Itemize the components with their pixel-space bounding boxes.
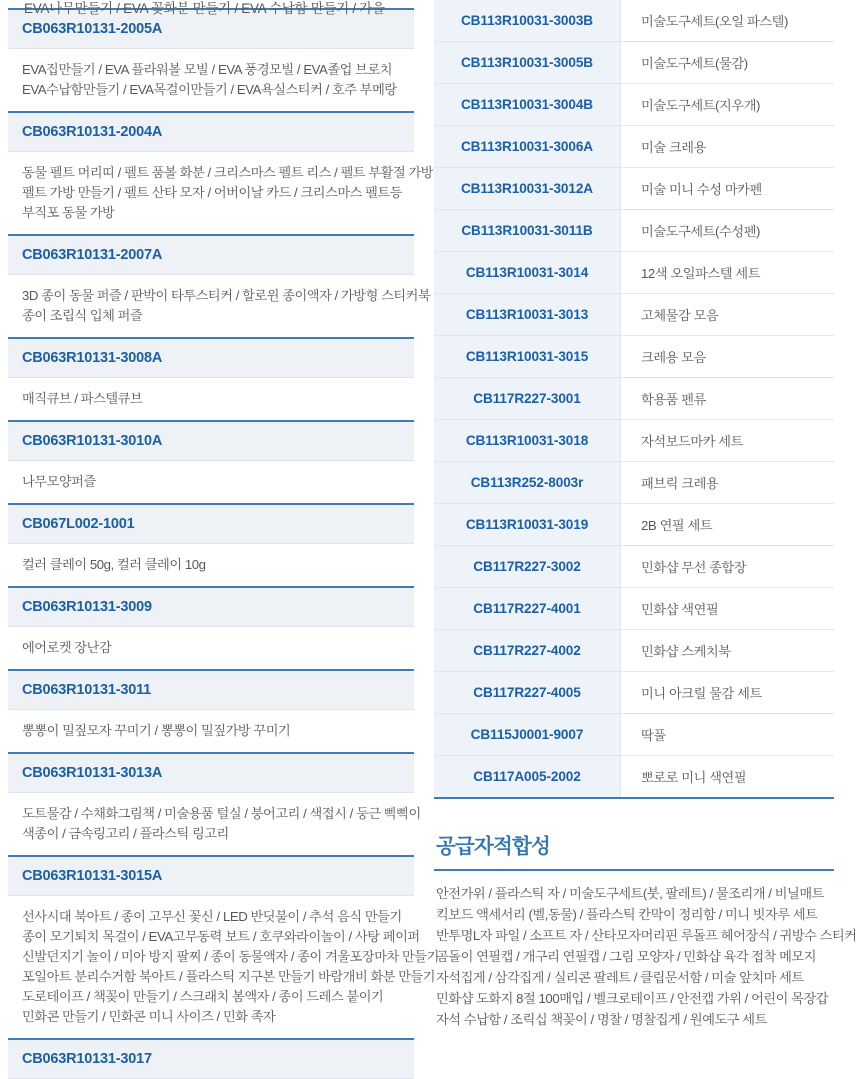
product-name-cell: 미술도구세트(수성펜) xyxy=(641,224,761,239)
certification-code: CB063R10131-3008A xyxy=(22,350,163,366)
table-row xyxy=(434,294,834,336)
product-code-cell: CB117R227-4001 xyxy=(434,588,621,630)
table-row xyxy=(434,42,834,84)
certification-items xyxy=(8,461,414,504)
certification-code: CB063R10131-2005A xyxy=(22,21,163,37)
certification-item-line: 부직포 동물 가방 xyxy=(22,205,115,220)
product-code-table xyxy=(434,0,834,799)
product-name-cell: 12색 오일파스텔 세트 xyxy=(641,266,761,281)
section-divider xyxy=(434,869,834,871)
certification-items xyxy=(8,627,414,670)
product-name-cell: 미술도구세트(지우개) xyxy=(641,98,761,113)
product-name-cell: 민화샵 색연필 xyxy=(641,602,719,617)
certification-items-row xyxy=(8,627,414,670)
certification-code: CB067L002-1001 xyxy=(22,516,135,532)
product-code-cell: CB117A005-2002 xyxy=(434,756,621,799)
certification-items-row xyxy=(8,896,414,1039)
certification-item-line: 도로테이프 / 책꽂이 만들기 / 스크래치 봄액자 / 종이 드레스 붙이기 xyxy=(22,989,384,1004)
table-row xyxy=(434,168,834,210)
certification-code: CB063R10131-2007A xyxy=(22,247,163,263)
certification-items xyxy=(8,275,431,338)
product-code-cell: CB115J0001-9007 xyxy=(434,714,621,756)
certification-item-line: 나무모양퍼즐 xyxy=(22,474,96,489)
certification-items xyxy=(8,710,414,753)
certification-item-line: 펠트 가방 만들기 / 펠트 산타 모자 / 어버이날 카드 / 크리스마스 펠트등 xyxy=(22,185,403,200)
certification-item-line: 동물 펠트 머리띠 / 펠트 품볼 화분 / 크리스마스 펠트 리스 / 펠트 부활절 가방 xyxy=(22,165,434,180)
table-row xyxy=(434,672,834,714)
certification-block xyxy=(8,111,434,234)
product-code-cell: CB113R10031-3011B xyxy=(434,210,621,252)
certification-code: CB063R10131-3010A xyxy=(22,433,163,449)
table-row xyxy=(434,336,834,378)
clipped-top-line: EVA나무만들기 / EVA 꽃화분 만들기 / EVA 수납함 만들기 / 가을 xyxy=(24,1,385,16)
product-name-cell: 학용품 펜류 xyxy=(641,392,706,407)
product-code-cell: CB113R10031-3004B xyxy=(434,84,621,126)
certification-item-line: 컬러 클레이 50g, 컬러 클레이 10g xyxy=(22,557,206,572)
certification-item-line: 3D 종이 동물 퍼즐 / 판박이 타투스티커 / 할로윈 종이액자 / 가방형 스티커북 xyxy=(22,288,431,303)
table-row xyxy=(434,84,834,126)
certification-code: CB063R10131-3013A xyxy=(22,765,163,781)
table-row xyxy=(434,630,834,672)
certification-items-row xyxy=(8,49,414,112)
product-name-cell: 패브릭 크레용 xyxy=(641,476,719,491)
certification-items xyxy=(8,152,434,235)
certification-items-row xyxy=(8,544,414,587)
certification-code-row xyxy=(8,112,414,152)
certification-code-row xyxy=(8,235,414,275)
product-name-cell: 미술도구세트(오일 파스텔) xyxy=(641,14,788,29)
supplier-conformity-line: 민화샵 도화지 8절 100매입 / 벨크로테이프 / 안전캡 가위 / 어린이 목장갑 xyxy=(436,991,829,1006)
certification-code-row xyxy=(8,504,414,544)
product-name-cell: 민화샵 무선 종합장 xyxy=(641,560,747,575)
product-code-cell: CB113R10031-3003B xyxy=(434,0,621,42)
certification-items-row xyxy=(8,378,414,421)
supplier-conformity-line: 자석 수납함 / 조릭십 책꽂이 / 명찰 / 명찰집게 / 원예도구 세트 xyxy=(436,1012,767,1027)
product-name-cell: 미술 크레용 xyxy=(641,140,706,155)
certification-block-list xyxy=(0,8,439,1079)
certification-block xyxy=(8,1038,414,1079)
table-row xyxy=(434,546,834,588)
product-name-cell: 2B 연필 세트 xyxy=(641,518,713,533)
certification-block xyxy=(8,586,414,669)
certification-block xyxy=(8,752,421,855)
supplier-conformity-line: 킥보드 액세서리 (벨,동물) / 플라스틱 칸막이 정리함 / 미니 빗자루 세트 xyxy=(436,907,818,922)
product-name-cell: 미술도구세트(물감) xyxy=(641,56,748,71)
certification-block xyxy=(8,669,414,752)
product-code-cell: CB113R10031-3012A xyxy=(434,168,621,210)
certification-code-row xyxy=(8,856,414,896)
certification-items xyxy=(8,896,439,1039)
table-row xyxy=(434,0,834,42)
table-row xyxy=(434,210,834,252)
certification-items-row xyxy=(8,275,414,338)
certification-items-row xyxy=(8,710,414,753)
table-row xyxy=(434,420,834,462)
certification-code: CB063R10131-3009 xyxy=(22,599,152,615)
product-code-cell: CB113R10031-3005B xyxy=(434,42,621,84)
certification-item-line: 신발던지기 놀이 / 미아 방지 팔찌 / 종이 동물액자 / 종이 겨울포장마차 만들기 xyxy=(22,949,439,964)
certification-code: CB063R10131-3015A xyxy=(22,868,163,884)
certification-item-line: EVA수납함만들기 / EVA목걸이만들기 / EVA욕실스티커 / 호주 부메랑 xyxy=(22,82,397,97)
table-row xyxy=(434,756,834,799)
certification-items-row xyxy=(8,793,414,856)
certification-items xyxy=(8,793,421,856)
certification-block xyxy=(8,503,414,586)
certification-items xyxy=(8,49,414,112)
certification-items xyxy=(8,378,414,421)
supplier-conformity-item-list xyxy=(434,883,857,1030)
product-name-cell: 크레용 모음 xyxy=(641,350,706,365)
certification-code: CB063R10131-3017 xyxy=(22,1051,152,1067)
certification-item-line: 종이 모기퇴치 목걸이 / EVA고무동력 보트 / 호쿠와라이놀이 / 사탕 페이퍼 xyxy=(22,929,420,944)
certification-item-line: 뽕뽕이 밀짚모자 꾸미기 / 뽕뽕이 밀짚가방 꾸미기 xyxy=(22,723,291,738)
certification-code-row xyxy=(8,587,414,627)
certification-item-line: EVA집만들기 / EVA 플라워볼 모빌 / EVA 풍경모빌 / EVA졸업 브로치 xyxy=(22,62,393,77)
right-column xyxy=(430,0,860,1030)
product-name-cell: 자석보드마카 세트 xyxy=(641,434,743,449)
certification-code-row xyxy=(8,753,414,793)
table-row xyxy=(434,378,834,420)
product-name-cell: 뽀로로 미니 색연필 xyxy=(641,770,747,785)
certification-items-row xyxy=(8,152,414,235)
certification-block xyxy=(8,8,414,111)
certification-item-line: 선사시대 북아트 / 종이 고무신 꽃신 / LED 반딧불이 / 추석 음식 만들기 xyxy=(22,909,402,924)
certification-items-row xyxy=(8,461,414,504)
certification-block xyxy=(8,337,414,420)
supplier-conformity-line: 반투명L자 파일 / 소프트 자 / 산타모자머리핀 루돌프 헤어장식 / 귀방수 스티커 xyxy=(436,928,857,943)
certification-item-line: 종이 조립식 입체 퍼즐 xyxy=(22,308,143,323)
certification-item-line: 도트물감 / 수채화그림책 / 미술용품 털실 / 붕어고리 / 색접시 / 둥근 삑삑이 xyxy=(22,806,421,821)
product-code-cell: CB117R227-3001 xyxy=(434,378,621,420)
supplier-conformity-line: 안전가위 / 플라스틱 자 / 미술도구세트(붓, 팔레트) / 물조리개 / 비닐매트 xyxy=(436,886,824,901)
table-row xyxy=(434,462,834,504)
certification-code-row xyxy=(8,670,414,710)
certification-code-row xyxy=(8,421,414,461)
certification-block xyxy=(8,234,431,337)
table-row xyxy=(434,252,834,294)
certification-code: CB063R10131-3011 xyxy=(22,682,152,698)
product-code-cell: CB113R10031-3015 xyxy=(434,336,621,378)
certification-item-line: 민화콘 만들기 / 민화콘 미니 사이즈 / 민화 족자 xyxy=(22,1009,276,1024)
supplier-conformity-line: 곰돌이 연필캡 / 개구리 연필캡 / 그림 모양자 / 민화샵 육각 접착 메모지 xyxy=(436,949,817,964)
product-name-cell: 민화샵 스케치북 xyxy=(641,644,731,659)
product-code-cell: CB113R10031-3018 xyxy=(434,420,621,462)
certification-code-row xyxy=(8,338,414,378)
product-code-cell: CB117R227-3002 xyxy=(434,546,621,588)
table-row xyxy=(434,126,834,168)
supplier-conformity-section xyxy=(434,829,857,1030)
certification-item-line: 매직큐브 / 파스텔큐브 xyxy=(22,391,143,406)
product-code-cell: CB117R227-4005 xyxy=(434,672,621,714)
product-code-cell: CB117R227-4002 xyxy=(434,630,621,672)
product-name-cell: 미술 미니 수성 마카펜 xyxy=(641,182,762,197)
certification-items xyxy=(8,544,414,587)
certification-code-row xyxy=(8,1039,414,1079)
certification-block xyxy=(8,855,439,1038)
table-row xyxy=(434,714,834,756)
table-row xyxy=(434,588,834,630)
product-name-cell: 딱풀 xyxy=(641,728,666,743)
product-code-cell: CB113R10031-3006A xyxy=(434,126,621,168)
certification-block xyxy=(8,420,414,503)
certification-item-line: 에어로켓 장난감 xyxy=(22,640,112,655)
certification-item-line: 포일아트 분리수거함 북아트 / 플라스틱 지구본 만들기 바람개비 화분 만들기 xyxy=(22,969,436,984)
certification-code: CB063R10131-2004A xyxy=(22,124,163,140)
product-code-cell: CB113R252-8003r xyxy=(434,462,621,504)
certification-item-line: 색종이 / 금속링고리 / 플라스틱 링고리 xyxy=(22,826,229,841)
supplier-conformity-line: 자석집게 / 삼각집게 / 실리콘 팔레트 / 클립문서함 / 미술 앞치마 세트 xyxy=(436,970,804,985)
product-name-cell: 미니 아크릴 물감 세트 xyxy=(641,686,762,701)
product-code-cell: CB113R10031-3019 xyxy=(434,504,621,546)
product-name-cell: 고체물감 모음 xyxy=(641,308,719,323)
section-title: 공급자적합성 xyxy=(436,835,551,858)
product-code-cell: CB113R10031-3014 xyxy=(434,252,621,294)
product-code-cell: CB113R10031-3013 xyxy=(434,294,621,336)
table-row xyxy=(434,504,834,546)
